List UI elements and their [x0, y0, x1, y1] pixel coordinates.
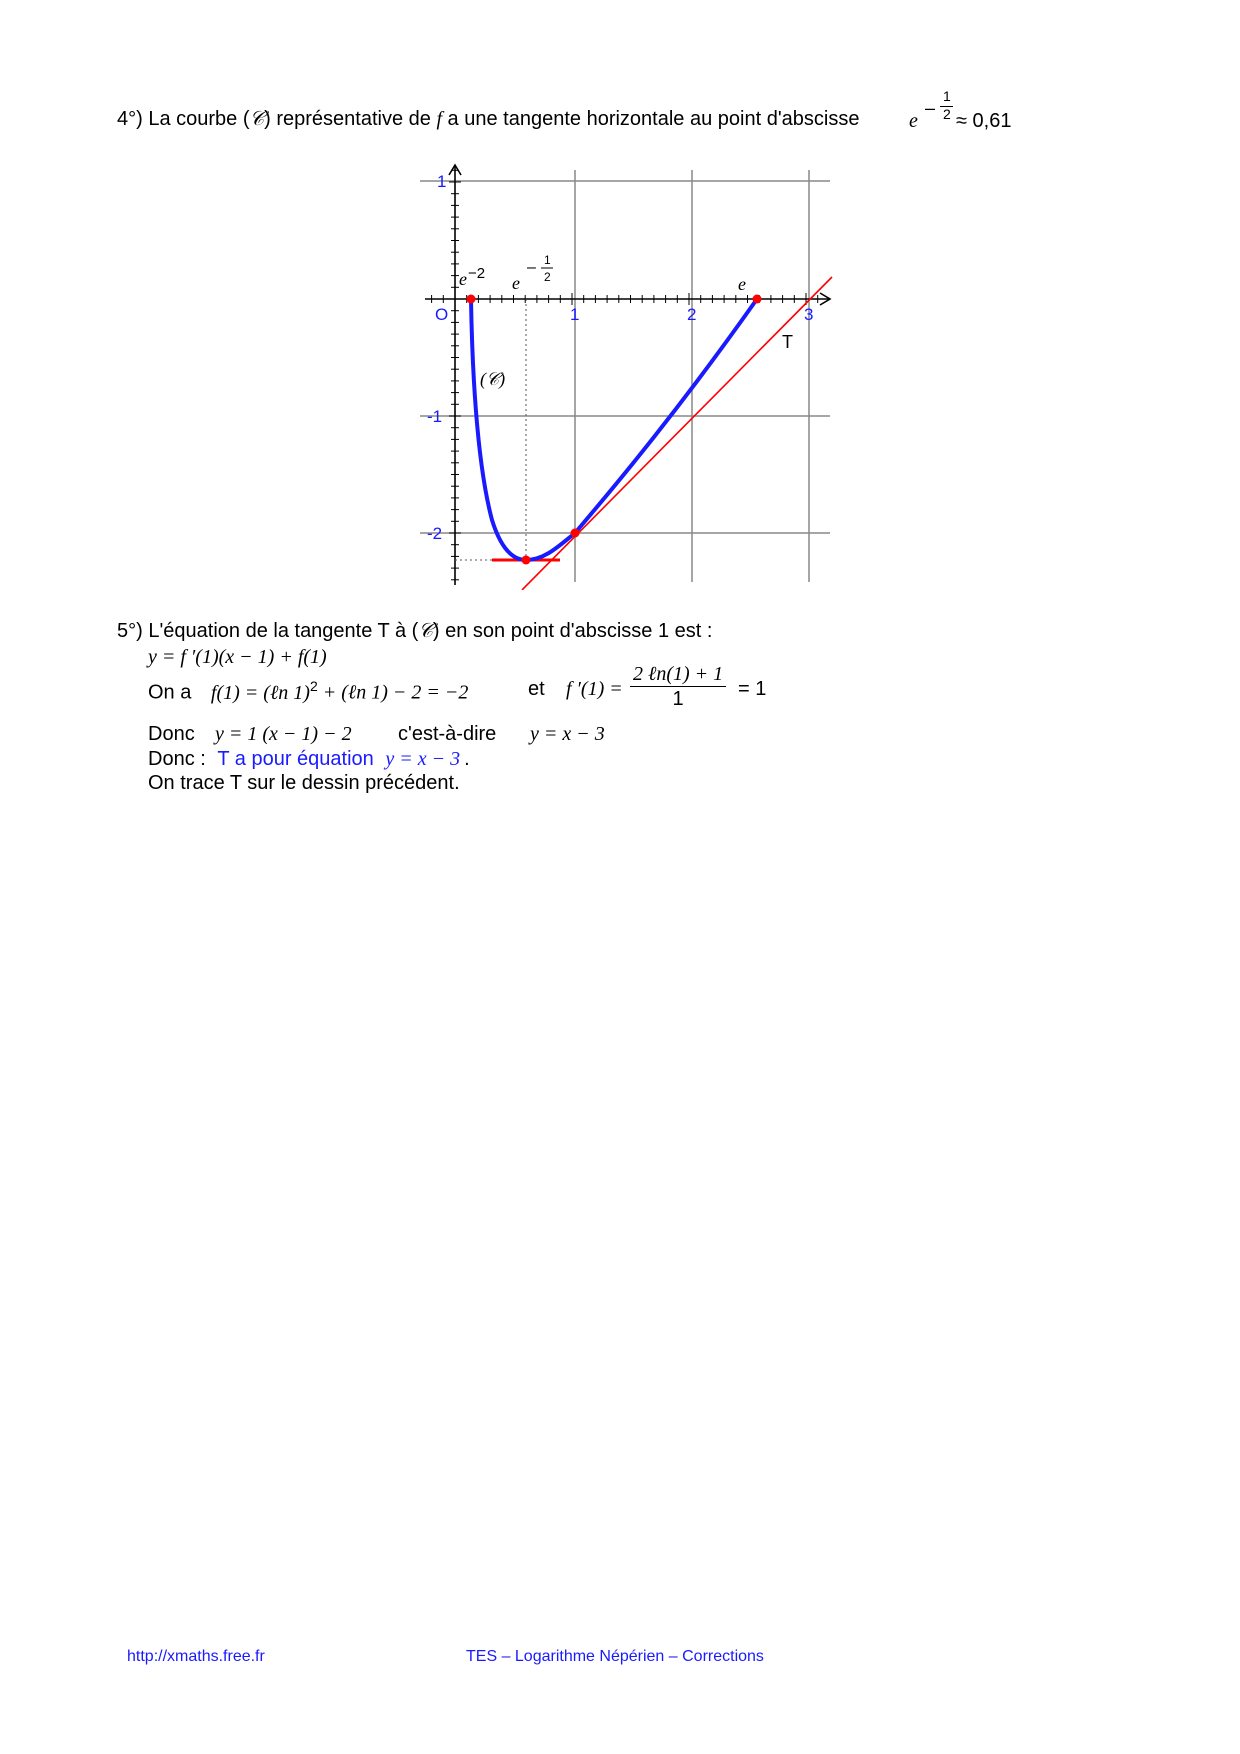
q4-text-a: La courbe ( [148, 108, 250, 130]
q4-line [117, 108, 859, 131]
q5-eq1: y = f ′(1)(x − 1) + f(1) [148, 646, 327, 668]
q5-f1-lhs: f(1) = (ℓn 1) [210, 681, 310, 704]
q5-fp1-num: 2 ℓn(1) + 1 [630, 662, 726, 687]
point-e-minus2 [467, 295, 476, 304]
q5-f1-rhs: + (ℓn 1) − 2 = −2 [317, 681, 469, 704]
q4-exp-den: 2 [943, 106, 951, 122]
q4-f: f [436, 108, 442, 130]
e-half-sign: – [527, 259, 536, 276]
e-label: e [738, 274, 746, 294]
q5-donc2-end: . [464, 748, 470, 770]
q4-text-c: a une tangente horizontale au point d'abscisse [442, 108, 860, 130]
q5-donc2: Donc : [148, 748, 206, 770]
point-1-minus2 [571, 529, 580, 538]
y-label-m2: -2 [427, 524, 443, 543]
q5-on-a: On a [148, 681, 192, 704]
q5-curve-name: 𝒞 [418, 620, 433, 642]
footer-url[interactable]: http://xmaths.free.fr [127, 1648, 265, 1665]
point-min [522, 556, 531, 565]
q5-f1-square: 2 [309, 678, 318, 694]
x-label-2: 2 [687, 305, 697, 324]
q5-fp1-rhs: = 1 [738, 678, 767, 700]
e-minus2-exp: −2 [468, 265, 486, 282]
q5-donc1-eq: y = 1 (x − 1) − 2 [215, 723, 352, 745]
q5-intro-a: L'équation de la tangente T à ( [148, 620, 419, 642]
T-label: T [782, 332, 793, 352]
function-graph [420, 160, 840, 590]
q5-intro [117, 620, 712, 643]
q5-cad: c'est-à-dire [398, 723, 497, 745]
e-half-num: 1 [544, 253, 551, 267]
curve-label: (𝒞) [480, 369, 506, 389]
q5-intro-b: ) en son point d'abscisse 1 est : [432, 620, 713, 642]
q5-final: On trace T sur le dessin précédent. [148, 772, 460, 794]
q5-cad-eq: y = x − 3 [530, 723, 605, 745]
q5-donc1: Donc [148, 723, 195, 745]
q5-donc2-line [148, 748, 470, 771]
tangent-T-line [522, 277, 832, 590]
q5-number: 5°) [117, 620, 143, 642]
q4-curve-name: 𝒞 [249, 108, 265, 130]
origin-label: O [435, 305, 449, 324]
e-half-label: e [512, 273, 520, 293]
x-label-3: 3 [804, 305, 814, 324]
q4-e: e [909, 110, 918, 132]
q5-on-a-line [148, 678, 468, 705]
q5-fp1-lhs: f ′(1) = [566, 678, 623, 700]
x-label-1: 1 [570, 305, 580, 324]
e-minus2-label: e [459, 269, 467, 289]
q5-fp1-fraction [630, 664, 726, 713]
curve-C [471, 299, 757, 560]
q5-fp1-den: 1 [672, 688, 684, 710]
point-e [753, 295, 762, 304]
q4-number: 4°) [117, 108, 143, 130]
q4-text-b: ) représentative de [264, 108, 437, 130]
q4-exp-num: 1 [943, 88, 951, 104]
y-label-m1: -1 [427, 407, 443, 426]
q4-exp-sign: – [925, 98, 936, 118]
e-half-den: 2 [544, 270, 551, 284]
q4-approx: ≈ 0,61 [956, 110, 1012, 132]
q5-et: et [528, 678, 545, 700]
y-label-1: 1 [437, 172, 447, 191]
q5-donc2-eq: y = x − 3 [385, 748, 461, 770]
footer-title: TES – Logarithme Népérien – Corrections [466, 1648, 764, 1665]
q5-donc2-blue: T a pour équation [217, 748, 374, 770]
